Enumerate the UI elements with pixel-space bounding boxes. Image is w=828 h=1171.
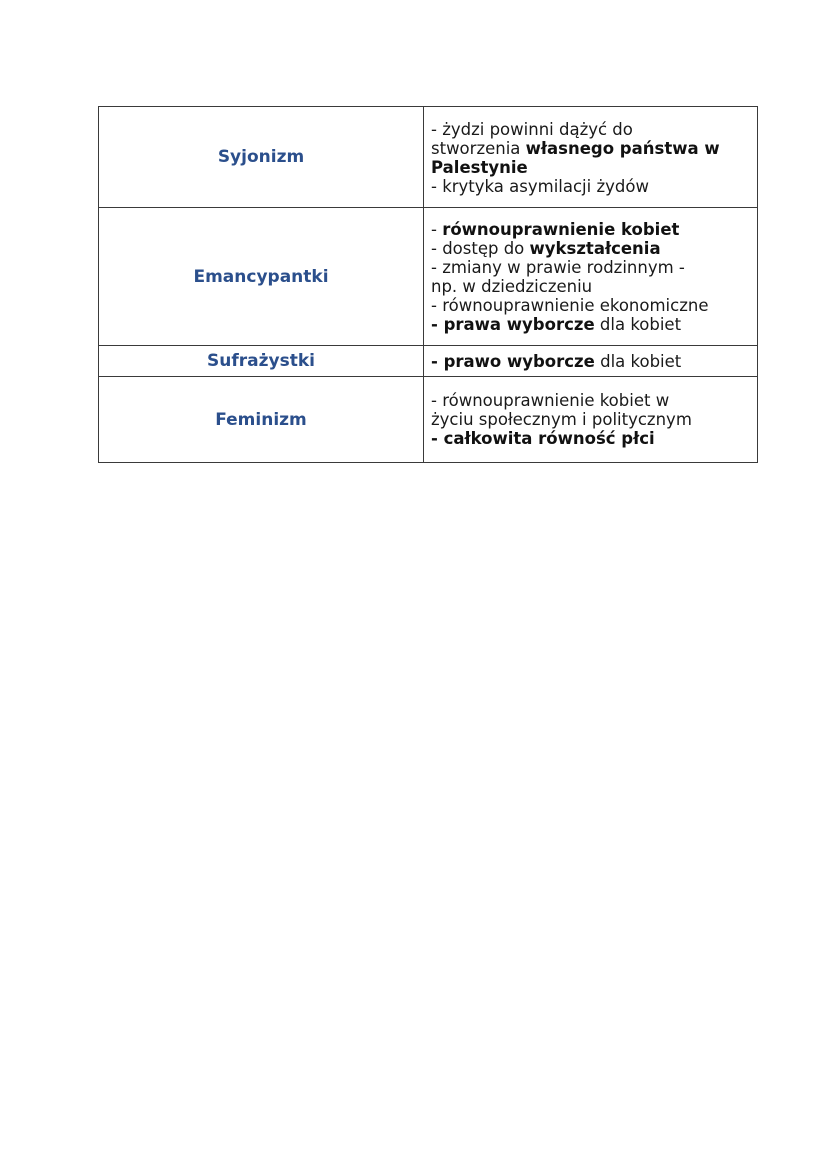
text: dla kobiet <box>594 351 682 371</box>
text: - krytyka asymilacji żydów <box>431 177 649 196</box>
description-line <box>431 139 757 158</box>
description-cell <box>424 107 758 208</box>
text: - równouprawnienie ekonomiczne <box>431 295 709 315</box>
description-line <box>431 120 757 139</box>
description-line <box>431 177 757 196</box>
bold-text: wykształcenia <box>529 238 661 258</box>
text: - żydzi powinni dążyć do <box>431 120 633 139</box>
bold-text: - całkowita równość płci <box>431 429 655 448</box>
bold-text: - prawo wyborcze <box>431 351 595 371</box>
table-row <box>99 208 758 346</box>
description-line <box>431 315 757 334</box>
table-row <box>99 377 758 463</box>
text: życiu społecznym i politycznym <box>431 410 692 429</box>
description-line <box>431 410 757 429</box>
text: np. w dziedziczeniu <box>431 276 593 296</box>
description-line <box>431 220 757 239</box>
term-cell: Sufrażystki <box>99 346 424 377</box>
text: - dostęp do <box>431 238 530 258</box>
description-cell <box>424 346 758 377</box>
description-cell <box>424 208 758 346</box>
bold-text: - prawa wyborcze <box>431 314 595 334</box>
bold-text: równouprawnienie kobiet <box>442 219 680 239</box>
bold-text: własnego państwa w <box>525 139 720 158</box>
text: - zmiany w prawie rodzinnym - <box>431 257 685 277</box>
ideologies-table <box>98 106 758 463</box>
text: - <box>431 219 443 239</box>
term-cell: Syjonizm <box>99 107 424 208</box>
bold-text: Palestynie <box>431 158 528 177</box>
description-line <box>431 296 757 315</box>
text: stworzenia <box>431 139 526 158</box>
text: dla kobiet <box>594 314 682 334</box>
description-line <box>431 158 757 177</box>
description-line <box>431 429 757 448</box>
description-cell <box>424 377 758 463</box>
description-line <box>431 352 757 371</box>
table-row <box>99 107 758 208</box>
description-line <box>431 391 757 410</box>
table-row <box>99 346 758 377</box>
description-line <box>431 277 757 296</box>
description-line <box>431 258 757 277</box>
term-cell: Emancypantki <box>99 208 424 346</box>
description-line <box>431 239 757 258</box>
text: - równouprawnienie kobiet w <box>431 391 670 410</box>
term-cell: Feminizm <box>99 377 424 463</box>
